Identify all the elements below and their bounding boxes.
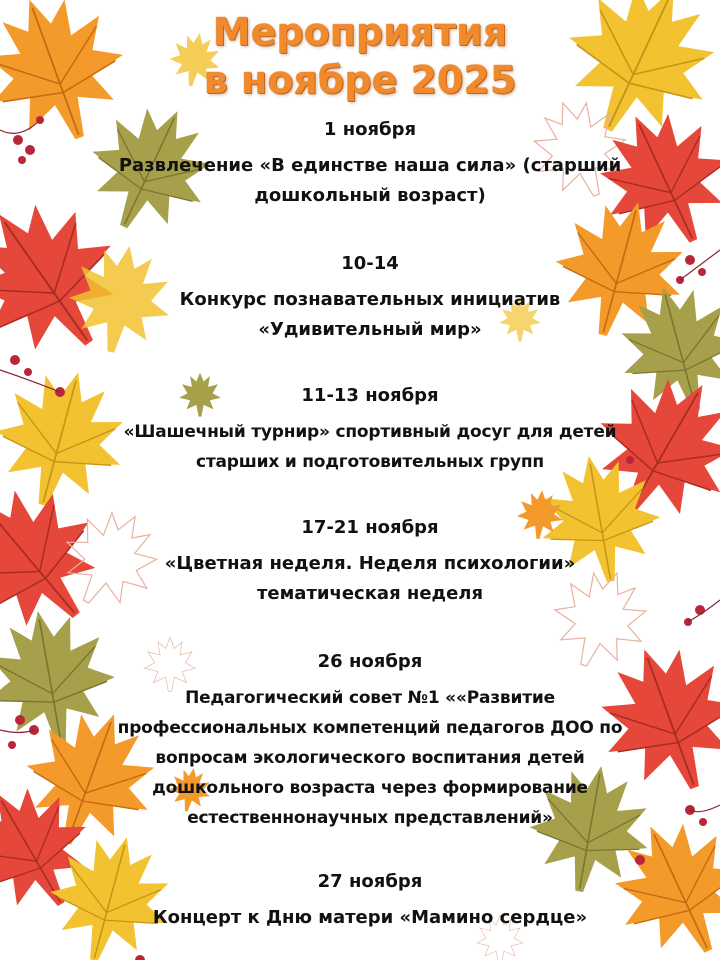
event-item bbox=[100, 118, 640, 211]
event-item bbox=[100, 650, 640, 833]
event-item bbox=[100, 252, 640, 345]
event-date: 1 ноября bbox=[323, 119, 417, 140]
event-date: 17-21 ноября bbox=[301, 517, 439, 538]
event-item bbox=[100, 384, 640, 477]
event-description: Развлечение «В единстве наша сила» (старший дошкольный возраст) bbox=[118, 155, 622, 206]
event-date: 26 ноября bbox=[317, 651, 423, 672]
event-item bbox=[100, 516, 640, 609]
event-description: Конкурс познавательных инициатив «Удивительный мир» bbox=[179, 289, 561, 340]
page-title bbox=[110, 8, 610, 104]
event-date: 11-13 ноября bbox=[301, 385, 439, 406]
event-date: 27 ноября bbox=[317, 871, 423, 892]
title-line-2: в ноябре 2025 bbox=[203, 58, 517, 102]
event-item bbox=[100, 870, 640, 933]
event-description: «Цветная неделя. Неделя психологии» тематическая неделя bbox=[164, 553, 576, 604]
title-line-1: Мероприятия bbox=[212, 10, 508, 54]
event-date: 10-14 bbox=[341, 253, 399, 274]
event-description: «Шашечный турнир» спортивный досуг для детей старших и подготовительных групп bbox=[123, 422, 617, 472]
event-description: Педагогический совет №1 ««Развитие профессиональных компетенций педагогов ДОО по вопросам экологического воспитания детей дошкольного возраста через формирование естественнонаучных представлений» bbox=[117, 688, 623, 828]
event-description: Концерт к Дню матери «Мамино сердце» bbox=[152, 907, 588, 928]
